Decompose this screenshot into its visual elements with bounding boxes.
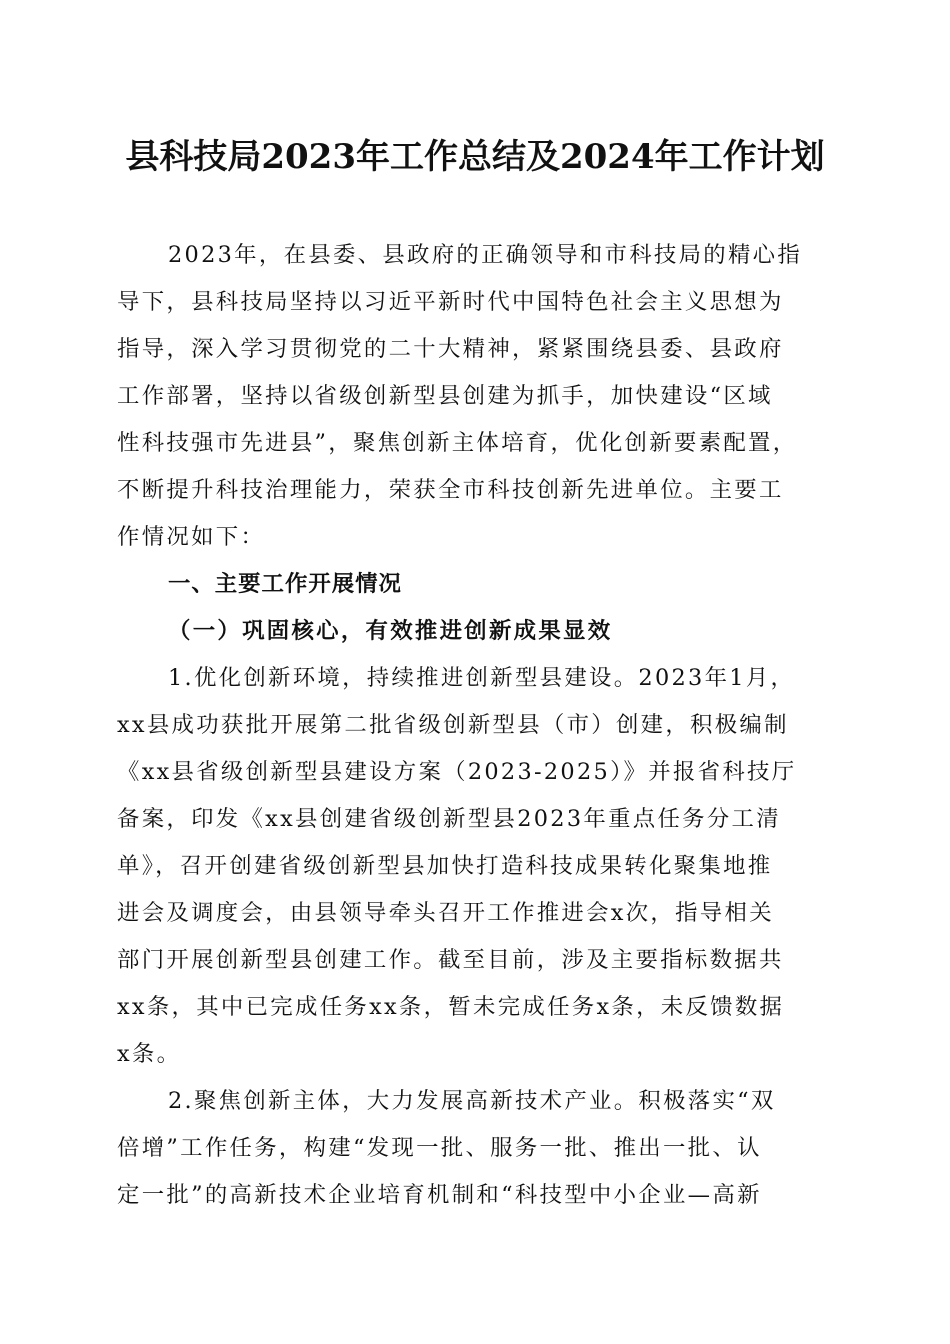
item-two-paragraph [117,1078,833,1219]
item-one-line: 进会及调度会，由县领导牵头召开工作推进会x次，指导相关 [117,900,774,926]
intro-line: 不断提升科技治理能力，荣获全市科技创新先进单位。主要工 [117,477,784,503]
intro-line: 作情况如下： [117,524,266,550]
intro-line: 工作部署，坚持以省级创新型县创建为抓手，加快建设“区域 [117,383,773,409]
item-one-line: 部门开展创新型县创建工作。截至目前，涉及主要指标数据共 [117,947,784,973]
item-one-line: 备案，印发《xx县创建省级创新型县2023年重点任务分工清 [117,806,781,832]
intro-line: 指导，深入学习贯彻党的二十大精神，紧紧围绕县委、县政府 [117,336,784,362]
item-one-line: 单》，召开创建省级创新型县加快打造科技成果转化聚集地推 [117,853,773,879]
item-one-line: 1.优化创新环境，持续推进创新型县建设。2023年1月， [168,665,796,691]
item-one-line: xx条，其中已完成任务xx条，暂未完成任务x条，未反馈数据 [117,994,785,1020]
item-one-line: x条。 [117,1041,182,1067]
document-title: 县科技局2023年工作总结及2024年工作计划 [125,137,825,177]
intro-line: 性科技强市先进县”，聚焦创新主体培育，优化创新要素配置， [117,430,798,456]
intro-paragraph [117,232,833,561]
section-heading: 一、主要工作开展情况 [168,571,402,597]
intro-line: 导下，县科技局坚持以习近平新时代中国特色社会主义思想为 [117,289,784,315]
intro-line: 2023年，在县委、县政府的正确领导和市科技局的精心指 [168,242,803,268]
subsection-heading: （一）巩固核心，有效推进创新成果显效 [168,618,613,644]
item-one-paragraph [117,655,833,1078]
document-body [117,232,833,1219]
item-one-line: xx县成功获批开展第二批省级创新型县（市）创建，积极编制 [117,712,789,738]
item-two-line: 2.聚焦创新主体，大力发展高新技术产业。积极落实“双 [168,1088,776,1114]
item-two-line: 倍增”工作任务，构建“发现一批、服务一批、推出一批、认 [117,1135,762,1161]
item-two-line: 定一批”的高新技术企业培育机制和“科技型中小企业—高新 [117,1182,762,1208]
item-one-line: 《xx县省级创新型县建设方案（2023-2025）》并报省科技厅 [117,759,797,785]
